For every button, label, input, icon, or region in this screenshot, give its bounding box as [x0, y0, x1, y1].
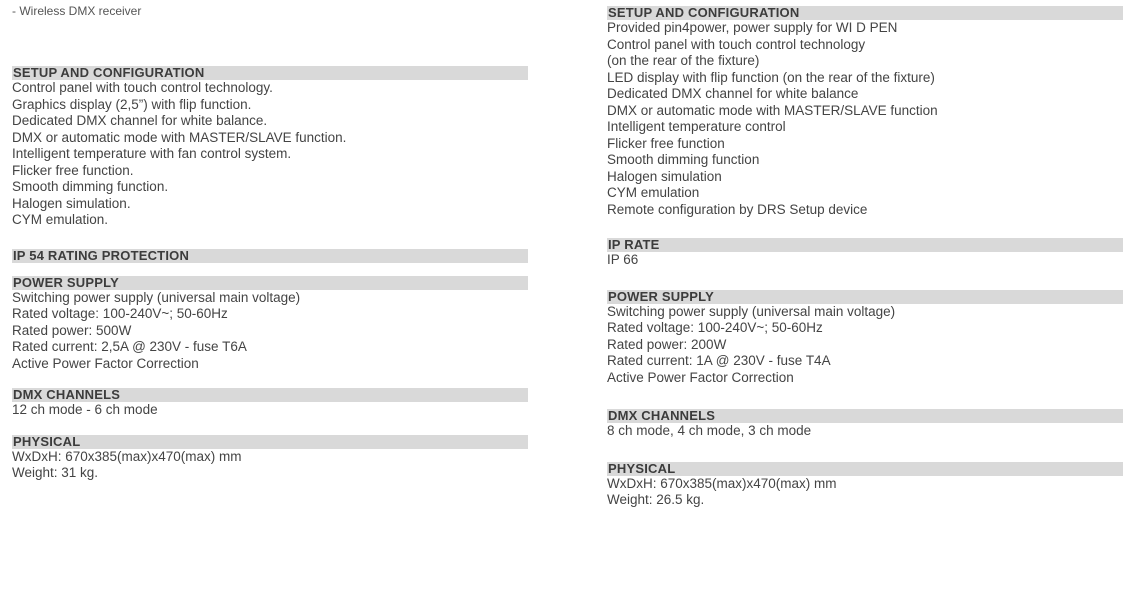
- spec-line: DMX or automatic mode with MASTER/SLAVE function.: [12, 129, 347, 145]
- section-dmx-channels: [12, 388, 528, 419]
- spec-line: Weight: 31 kg.: [12, 465, 99, 480]
- section-setup-and-configuration: [607, 6, 1123, 218]
- right-spec-column: [607, 0, 1123, 509]
- section-ip-rate: [607, 238, 1123, 269]
- section-heading: SETUP AND CONFIGURATION: [12, 66, 528, 80]
- spec-line: Active Power Factor Correction: [12, 355, 199, 371]
- section-body: [607, 423, 1123, 440]
- spec-line: Rated power: 200W: [607, 336, 727, 352]
- spec-line: Weight: 26.5 kg.: [607, 492, 705, 507]
- spec-line: Graphics display (2,5”) with flip function.: [12, 96, 252, 112]
- section-power-supply: [607, 290, 1123, 387]
- spec-line: Switching power supply (universal main voltage): [12, 289, 301, 305]
- spec-line: Rated voltage: 100-240V~; 50-60Hz: [12, 306, 228, 321]
- spec-line: CYM emulation.: [12, 212, 109, 227]
- spec-line: 8 ch mode, 4 ch mode, 3 ch mode: [607, 423, 812, 438]
- spec-line: Dedicated DMX channel for white balance.: [12, 113, 268, 128]
- section-body: [12, 449, 528, 482]
- spec-line: IP 66: [607, 252, 639, 267]
- section-heading: PHYSICAL: [607, 462, 1123, 476]
- section-heading: PHYSICAL: [12, 435, 528, 449]
- spec-line: Smooth dimming function.: [12, 179, 169, 194]
- section-body: [12, 290, 528, 373]
- section-heading: POWER SUPPLY: [607, 290, 1123, 304]
- spec-line: CYM emulation: [607, 185, 700, 200]
- spec-line: Active Power Factor Correction: [607, 369, 794, 385]
- spec-line: (on the rear of the fixture): [607, 53, 760, 68]
- section-physical: [607, 462, 1123, 509]
- spec-line: Control panel with touch control technology: [607, 36, 866, 52]
- section-setup-and-configuration: [12, 66, 528, 229]
- spec-line: Remote configuration by DRS Setup device: [607, 201, 868, 217]
- section-heading: DMX CHANNELS: [607, 409, 1123, 423]
- spec-line: Control panel with touch control technology.: [12, 80, 273, 95]
- intro-feature-line: - Wireless DMX receiver: [12, 4, 142, 18]
- spec-line: 12 ch mode - 6 ch mode: [12, 402, 158, 417]
- spec-line: Dedicated DMX channel for white balance: [607, 86, 859, 101]
- spec-line: WxDxH: 670x385(max)x470(max) mm: [607, 475, 837, 491]
- section-heading: IP 54 RATING PROTECTION: [12, 249, 528, 263]
- section-body: [607, 252, 1123, 269]
- spec-line: Rated voltage: 100-240V~; 50-60Hz: [607, 320, 823, 335]
- spec-line: Rated current: 2,5A @ 230V - fuse T6A: [12, 339, 247, 354]
- spec-line: Rated current: 1A @ 230V - fuse T4A: [607, 353, 831, 368]
- section-heading: DMX CHANNELS: [12, 388, 528, 402]
- section-heading: POWER SUPPLY: [12, 276, 528, 290]
- spec-line: Flicker free function.: [12, 162, 134, 178]
- spec-line: Smooth dimming function: [607, 152, 760, 167]
- section-heading: IP RATE: [607, 238, 1123, 252]
- section-ip-rating-protection: [12, 249, 528, 263]
- section-body: [607, 20, 1123, 218]
- spec-line: Rated power: 500W: [12, 322, 132, 338]
- section-body: [12, 402, 528, 419]
- spec-line: WxDxH: 670x385(max)x470(max) mm: [12, 448, 242, 464]
- spec-line: Provided pin4power, power supply for WI D PEN: [607, 20, 898, 35]
- spec-line: Halogen simulation: [607, 168, 722, 184]
- section-heading: SETUP AND CONFIGURATION: [607, 6, 1123, 20]
- spec-line: DMX or automatic mode with MASTER/SLAVE function: [607, 102, 938, 118]
- spec-line: Intelligent temperature with fan control system.: [12, 146, 292, 161]
- section-body: [12, 80, 528, 229]
- spec-line: Halogen simulation.: [12, 195, 131, 211]
- section-body: [607, 304, 1123, 387]
- spec-line: Switching power supply (universal main voltage): [607, 303, 896, 319]
- section-power-supply: [12, 276, 528, 373]
- left-spec-column: [12, 0, 528, 482]
- spec-line: Flicker free function: [607, 135, 725, 151]
- section-physical: [12, 435, 528, 482]
- spec-line: Intelligent temperature control: [607, 119, 786, 134]
- spec-line: LED display with flip function (on the rear of the fixture): [607, 69, 935, 85]
- section-body: [607, 476, 1123, 509]
- section-dmx-channels: [607, 409, 1123, 440]
